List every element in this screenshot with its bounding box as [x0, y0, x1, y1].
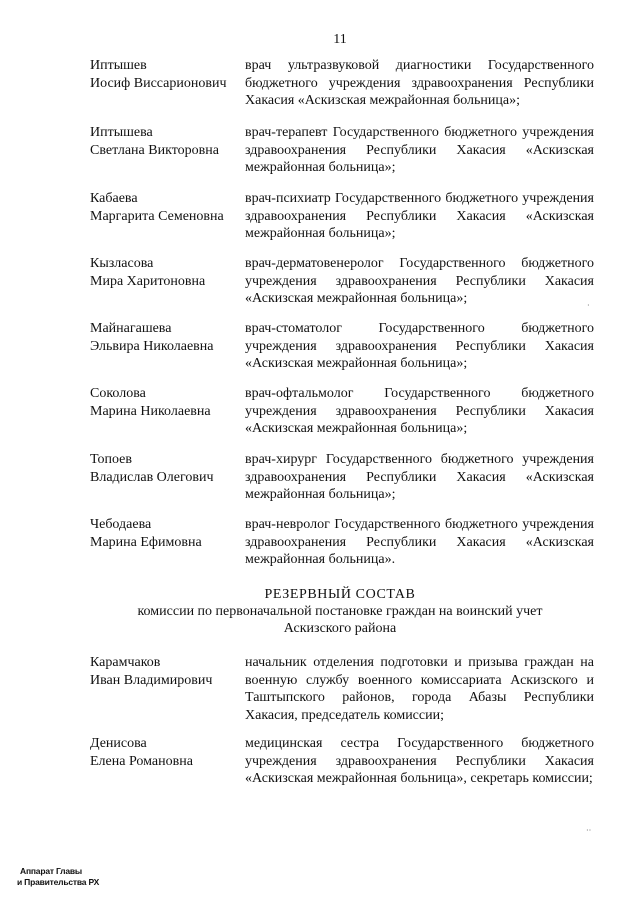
member-position: врач ультразвуковой диагностики Государственного бюджетного учреждения здравоохранения Республики Хакасия «Аскизская межрайонная больница»; [245, 58, 594, 108]
member-surname: Карамчаков [90, 655, 161, 670]
member-given-name: Мира Харитоновна [90, 273, 206, 289]
stamp-line: Аппарат Главы [20, 866, 82, 876]
stamp-line: и Правительства РХ [17, 877, 100, 887]
member-name [90, 654, 240, 689]
member-position: врач-психиатр Государственного бюджетного учреждения здравоохранения Республики Хакасия «Аскизская межрайонная больница»; [245, 191, 594, 241]
member-surname: Соколова [90, 386, 146, 401]
member-given-name: Эльвира Николаевна [90, 338, 214, 354]
member-given-name: Марина Ефимовна [90, 534, 202, 550]
member-given-name: Иосиф Виссарионович [90, 75, 227, 91]
member-name [90, 735, 240, 770]
member-surname: Майнагашева [90, 321, 172, 336]
member-position: медицинская сестра Государственного бюджетного учреждения здравоохранения Республики Хакасия «Аскизская межрайонная больница», секретарь комиссии; [245, 736, 594, 786]
member-surname: Иптышева [90, 125, 153, 140]
member-position: врач-невролог Государственного бюджетного учреждения здравоохранения Республики Хакасия «Аскизская межрайонная больница». [245, 517, 594, 567]
reserve-section-title: РЕЗЕРВНЫЙ СОСТАВ [264, 587, 416, 602]
member-name [90, 320, 240, 355]
member-position: врач-офтальмолог Государственного бюджетного учреждения здравоохранения Республики Хакасия «Аскизская межрайонная больница»; [245, 386, 594, 436]
member-surname: Денисова [90, 736, 147, 751]
member-given-name: Маргарита Семеновна [90, 208, 224, 224]
reserve-section-subtitle-district: Аскизского района [283, 621, 397, 636]
member-name [90, 255, 240, 290]
member-position: врач-стоматолог Государственного бюджетного учреждения здравоохранения Республики Хакасия «Аскизская межрайонная больница»; [245, 321, 594, 371]
member-surname: Иптышев [90, 58, 147, 73]
member-surname: Кабаева [90, 191, 138, 206]
member-given-name: Марина Николаевна [90, 403, 211, 419]
member-name [90, 451, 240, 486]
member-position: начальник отделения подготовки и призыва граждан на военную службу военного комиссариата Аскизского и Таштыпского районов, города Абазы Республики Хакасия, председатель комиссии; [245, 655, 594, 723]
member-position: врач-терапевт Государственного бюджетного учреждения здравоохранения Республики Хакасия «Аскизская межрайонная больница»; [245, 125, 594, 175]
member-position: врач-дерматовенеролог Государственного бюджетного учреждения здравоохранения Республики Хакасия «Аскизская межрайонная больница»; [245, 256, 594, 306]
reserve-section-subtitle: комиссии по первоначальной постановке граждан на воинский учет [137, 604, 543, 619]
member-name [90, 57, 240, 92]
member-name [90, 516, 240, 551]
page-number: 11 [333, 32, 347, 47]
scan-speck: ·· [586, 826, 592, 835]
scan-speck: · [587, 301, 590, 310]
member-given-name: Иван Владимирович [90, 672, 213, 688]
member-name [90, 385, 240, 420]
member-name [90, 124, 240, 159]
member-name [90, 190, 240, 225]
member-given-name: Светлана Викторовна [90, 142, 219, 158]
member-given-name: Елена Романовна [90, 753, 193, 769]
member-position: врач-хирург Государственного бюджетного учреждения здравоохранения Республики Хакасия «Аскизская межрайонная больница»; [245, 452, 594, 502]
member-surname: Топоев [90, 452, 132, 467]
office-stamp [17, 866, 99, 888]
member-surname: Чебодаева [90, 517, 152, 532]
member-surname: Кызласова [90, 256, 154, 271]
member-given-name: Владислав Олегович [90, 469, 214, 485]
